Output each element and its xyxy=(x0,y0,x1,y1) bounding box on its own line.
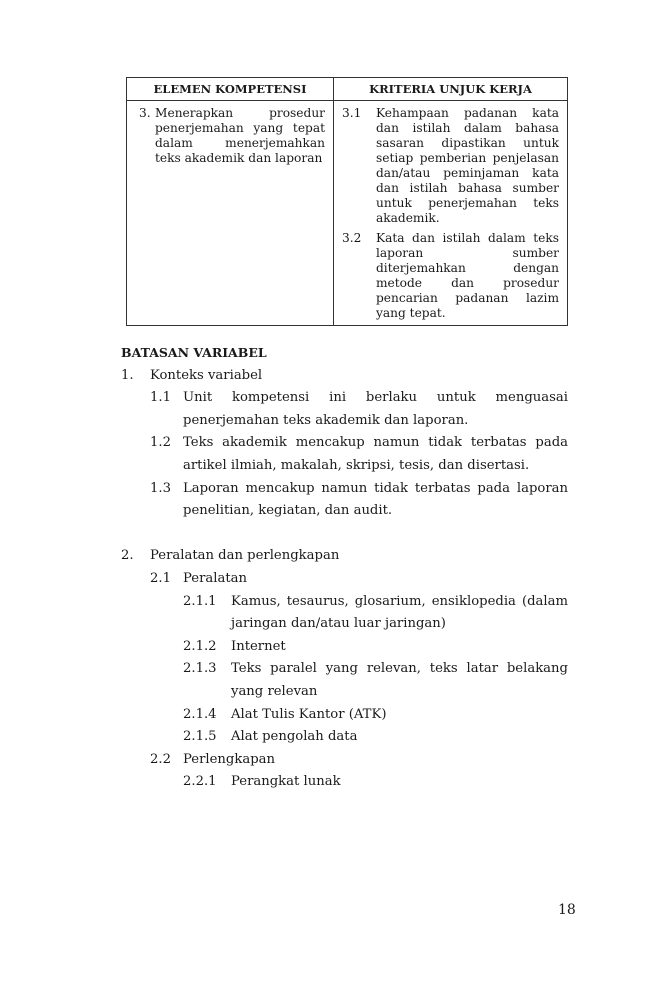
item-text: Perangkat lunak xyxy=(231,774,341,790)
element-num: 3. xyxy=(139,106,151,120)
item-text: Laporan mencakup namun tidak terbatas pada laporan penelitian, kegiatan, dan audit. xyxy=(183,480,568,519)
item-num: 2.2 xyxy=(150,751,171,767)
item-num: 1.3 xyxy=(150,480,171,496)
item-text: Konteks variabel xyxy=(150,367,263,383)
item-text: Alat Tulis Kantor (ATK) xyxy=(231,706,387,722)
competency-table xyxy=(126,77,568,326)
item-num: 2.1.3 xyxy=(183,661,217,677)
item-text: Alat pengolah data xyxy=(231,729,358,745)
item-text: Teks paralel yang relevan, teks latar belakang yang relevan xyxy=(231,661,568,699)
item-text: Peralatan dan perlengkapan xyxy=(150,548,340,564)
criteria-cell xyxy=(334,101,568,326)
header-element: ELEMEN KOMPETENSI xyxy=(127,78,334,101)
element-text: Menerapkan prosedur penerjemahan yang tepat dalam menerjemahkan teks akademik dan laporan xyxy=(155,106,325,165)
item-text: Perlengkapan xyxy=(183,751,275,767)
criteria-text: Kata dan istilah dalam teks laporan sumber diterjemahkan dengan metode dan prosedur pencarian padanan lazim yang tepat. xyxy=(376,231,559,320)
item-num: 1.2 xyxy=(150,435,171,451)
criteria-num: 3.2 xyxy=(342,231,362,245)
item-text: Teks akademik mencakup namun tidak terbatas pada artikel ilmiah, makalah, skripsi, tesis, dan disertasi. xyxy=(183,435,568,473)
item-num: 2.1.5 xyxy=(183,729,217,745)
page-number: 18 xyxy=(558,902,576,918)
item-num: 2.1 xyxy=(150,570,171,586)
section-title: BATASAN VARIABEL xyxy=(121,345,267,360)
element-cell xyxy=(127,101,334,326)
criteria-text: Kehampaan padanan kata dan istilah dalam bahasa sasaran dipastikan untuk setiap pemberian penjelasan dan/atau peminjaman kata dan istilah bahasa sumber untuk penerjemahan teks akademik. xyxy=(376,106,559,225)
item-num: 1.1 xyxy=(150,390,171,406)
item-num: 2. xyxy=(121,548,134,564)
item-text: Kamus, tesaurus, glosarium, ensiklopedia (dalam jaringan dan/atau luar jaringan) xyxy=(231,593,568,632)
item-text: Unit kompetensi ini berlaku untuk menguasai penerjemahan teks akademik dan laporan. xyxy=(183,390,568,428)
item-num: 2.1.1 xyxy=(183,593,217,609)
item-num: 2.2.1 xyxy=(183,774,217,790)
item-num: 1. xyxy=(121,367,134,383)
criteria-num: 3.1 xyxy=(342,106,362,120)
item-num: 2.1.4 xyxy=(183,706,217,722)
item-num: 2.1.2 xyxy=(183,638,217,654)
header-criteria: KRITERIA UNJUK KERJA xyxy=(334,78,568,101)
item-text: Peralatan xyxy=(183,570,247,586)
item-text: Internet xyxy=(231,638,286,654)
variable-limits xyxy=(121,342,568,794)
